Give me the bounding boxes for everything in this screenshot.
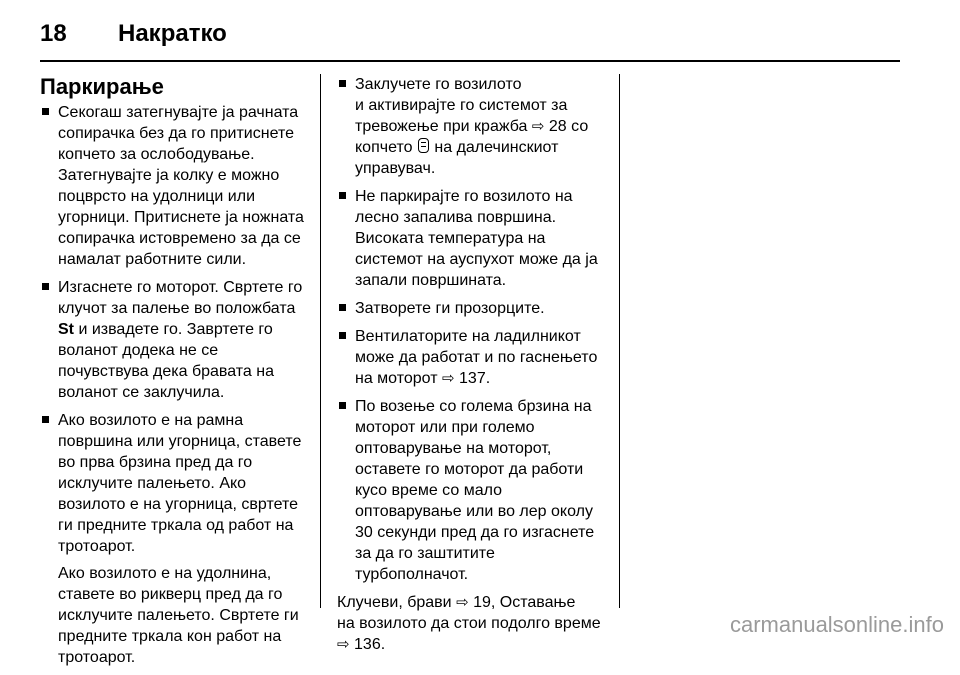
bullet-text bbox=[355, 326, 607, 389]
ignition-position-label: St bbox=[58, 321, 74, 338]
page-number: 18 bbox=[40, 20, 67, 47]
list-item bbox=[40, 277, 310, 403]
bullet-text: По возење со голема брзина на моторот или при големо оптоварување на моторот, оставете го моторот да работи кусо време со мало оптоварување или во лер околу 30 секунди пред да го изгаснете за да го заштитите турбополначот. bbox=[355, 398, 595, 583]
text-run: . bbox=[380, 636, 386, 653]
text-run: и извадете го. Завртете го воланот додека не се почувствува дека бравата на воланот се заклучила. bbox=[58, 321, 274, 401]
list-item bbox=[40, 102, 310, 270]
bullet-text bbox=[355, 74, 607, 179]
column-divider bbox=[320, 74, 321, 608]
list-item bbox=[337, 326, 607, 389]
parking-list-continued bbox=[337, 74, 607, 585]
list-item bbox=[40, 410, 310, 668]
section-title: Паркирање bbox=[40, 74, 164, 99]
page-reference-link[interactable]: 137 bbox=[459, 370, 486, 387]
page-reference-link[interactable]: 136 bbox=[354, 636, 381, 653]
list-item bbox=[337, 74, 607, 179]
right-column bbox=[337, 74, 607, 655]
list-item bbox=[337, 186, 607, 291]
text-run: . bbox=[485, 370, 491, 387]
bullet-text: Секогаш затегнувајте ја рачната сопирачка без да го притиснете копчето за ослободување. Затегнувајте ја колку е можно поцврсто на удолници или угорници. Притиснете ја ножната сопирачка истовремено за да се намалат работните сили. bbox=[58, 104, 304, 268]
page-header bbox=[40, 14, 227, 54]
bullet-text bbox=[58, 277, 310, 403]
list-item bbox=[337, 396, 607, 585]
parking-list bbox=[40, 102, 310, 668]
lock-key-icon bbox=[418, 138, 429, 153]
reference-arrow-icon: ⇨ bbox=[531, 118, 545, 135]
list-item bbox=[337, 298, 607, 319]
header-rule bbox=[40, 60, 900, 62]
text-run: Изгаснете го моторот. Свртете го клучот за палење во положбата bbox=[58, 279, 303, 317]
text-run: на далечинскиот управувач. bbox=[355, 139, 559, 177]
text-run: со копчето bbox=[355, 118, 589, 156]
bullet-text-continued: Ако возилото е на удолнина, ставете во рикверц пред да го исклучите палењето. Свртете ги предните тркала кон работ на тротоарот. bbox=[58, 565, 299, 666]
cross-references bbox=[337, 592, 607, 655]
text-run: Клучеви, брави bbox=[337, 594, 457, 611]
text-run: Заклучете го возилото и активирајте го системот за тревожење при кражба bbox=[355, 76, 568, 135]
column-divider bbox=[619, 74, 620, 608]
page-reference-link[interactable]: 28 bbox=[548, 118, 567, 135]
bullet-text: Затворете ги прозорците. bbox=[355, 300, 545, 317]
chapter-title: Накратко bbox=[118, 20, 227, 47]
text-run: Вентилаторите на ладилникот може да работат и по гаснењето на моторот bbox=[355, 328, 598, 387]
reference-arrow-icon: ⇨ bbox=[337, 636, 350, 653]
reference-arrow-icon: ⇨ bbox=[442, 370, 455, 387]
text-run: , Оставање на возилото да стои подолго време bbox=[337, 594, 601, 632]
left-column bbox=[40, 74, 310, 675]
bullet-text: Ако возилото е на рамна површина или угорница, ставете во прва брзина пред да го исклучите палењето. Ако возилото е на угорница, свртете ги предните тркала од работ на тротоарот. bbox=[58, 412, 302, 555]
bullet-text: Не паркирајте го возилото на лесно запалива површина. Високата температура на системот на ауспухот може да ја запали површината. bbox=[355, 188, 598, 289]
page-reference-link[interactable]: 19 bbox=[473, 594, 491, 611]
reference-arrow-icon: ⇨ bbox=[456, 594, 469, 611]
watermark: carmanualsonline.info bbox=[729, 612, 944, 637]
